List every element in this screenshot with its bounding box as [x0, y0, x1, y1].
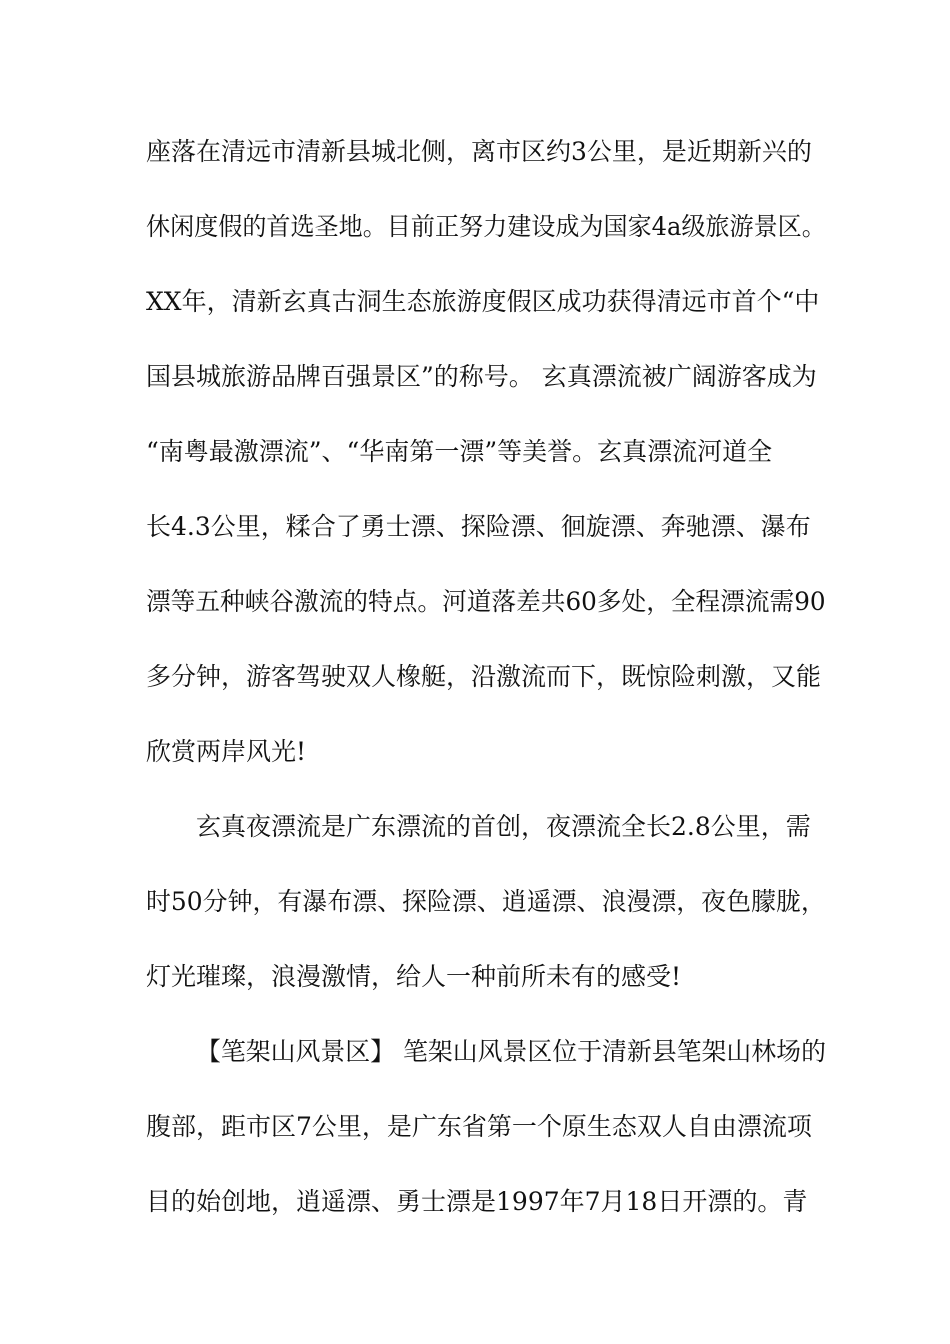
body-text-line: 多分钟，游客驾驶双人橡艇，沿激流而下，既惊险刺激，又能 — [146, 662, 822, 691]
body-text-line: 时50分钟，有瀑布漂、探险漂、逍遥漂、浪漫漂，夜色朦胧， — [146, 887, 826, 916]
body-text-line: 欣赏两岸风光! — [146, 737, 307, 766]
body-text-line: 漂等五种峡谷激流的特点。河道落差共60多处，全程漂流需90 — [146, 587, 826, 616]
body-text-line: 座落在清远市清新县城北侧，离市区约3公里，是近期新兴的 — [146, 137, 812, 166]
body-text-line: “南粤最激漂流”、“华南第一漂”等美誉。玄真漂流河道全 — [146, 437, 773, 466]
body-text-line: XX年，清新玄真古洞生态旅游度假区成功获得清远市首个“中 — [146, 287, 820, 316]
body-text-line: 休闲度假的首选圣地。目前正努力建设成为国家4a级旅游景区。 — [146, 212, 826, 241]
body-text-line: 灯光璀璨，浪漫激情，给人一种前所未有的感受! — [146, 962, 682, 991]
body-text-line: 腹部，距市区7公里，是广东省第一个原生态双人自由漂流项 — [146, 1112, 812, 1141]
body-text-line: 长4.3公里，糅合了勇士漂、探险漂、徊旋漂、奔驰漂、瀑布 — [146, 512, 811, 541]
body-text-line: 国县城旅游品牌百强景区”的称号。 玄真漂流被广阔游客成为 — [146, 362, 817, 391]
body-text-line: 目的始创地，逍遥漂、勇士漂是1997年7月18日开漂的。青 — [146, 1187, 808, 1216]
paragraph-first-line: 【笔架山风景区】 笔架山风景区位于清新县笔架山林场的 — [196, 1037, 826, 1066]
paragraph-first-line: 玄真夜漂流是广东漂流的首创，夜漂流全长2.8公里，需 — [196, 812, 811, 841]
